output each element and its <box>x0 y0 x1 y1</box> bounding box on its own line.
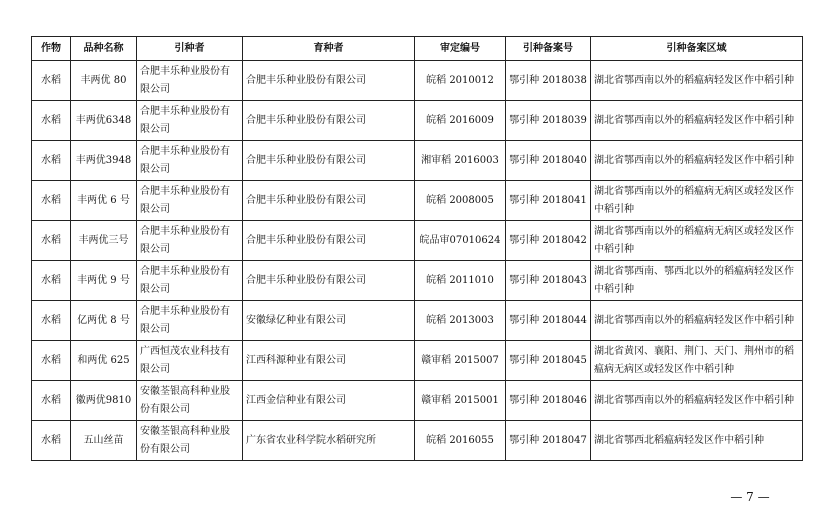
cell-area: 湖北省鄂西南以外的稻瘟病轻发区作中稻引种 <box>591 61 803 101</box>
cell-variety: 徽两优9810 <box>71 381 137 421</box>
cell-breeder: 合肥丰乐种业股份有限公司 <box>243 181 415 221</box>
cell-crop: 水稻 <box>32 381 71 421</box>
table-row <box>32 141 803 181</box>
cell-variety: 五山丝苗 <box>71 421 137 461</box>
cell-approval-no: 皖稻 2013003 <box>415 301 506 341</box>
table-row <box>32 101 803 141</box>
cell-crop: 水稻 <box>32 261 71 301</box>
cell-crop: 水稻 <box>32 141 71 181</box>
cell-record-no: 鄂引种 2018045 <box>506 341 591 381</box>
cell-introducer: 合肥丰乐种业股份有限公司 <box>137 181 243 221</box>
cell-record-no: 鄂引种 2018042 <box>506 221 591 261</box>
cell-introducer: 广西恒茂农业科技有限公司 <box>137 341 243 381</box>
cell-approval-no: 皖稻 2010012 <box>415 61 506 101</box>
cell-introducer: 安徽荃银高科种业股份有限公司 <box>137 381 243 421</box>
cell-breeder: 江西科源种业有限公司 <box>243 341 415 381</box>
cell-area: 湖北省鄂西南以外的稻瘟病轻发区作中稻引种 <box>591 141 803 181</box>
cell-variety: 丰两优 9 号 <box>71 261 137 301</box>
cell-breeder: 安徽绿亿种业有限公司 <box>243 301 415 341</box>
cell-area: 湖北省鄂西南以外的稻瘟病轻发区作中稻引种 <box>591 381 803 421</box>
table-row <box>32 221 803 261</box>
cell-crop: 水稻 <box>32 61 71 101</box>
cell-variety: 丰两优3948 <box>71 141 137 181</box>
cell-record-no: 鄂引种 2018046 <box>506 381 591 421</box>
cell-approval-no: 皖稻 2008005 <box>415 181 506 221</box>
cell-introducer: 合肥丰乐种业股份有限公司 <box>137 261 243 301</box>
header-variety: 品种名称 <box>71 37 137 61</box>
cell-area: 湖北省鄂西南、鄂西北以外的稻瘟病轻发区作中稻引种 <box>591 261 803 301</box>
cell-approval-no: 皖稻 2011010 <box>415 261 506 301</box>
cell-crop: 水稻 <box>32 101 71 141</box>
table-row <box>32 301 803 341</box>
table-row <box>32 341 803 381</box>
cell-breeder: 合肥丰乐种业股份有限公司 <box>243 261 415 301</box>
cell-introducer: 合肥丰乐种业股份有限公司 <box>137 61 243 101</box>
cell-crop: 水稻 <box>32 221 71 261</box>
cell-variety: 丰两优 80 <box>71 61 137 101</box>
cell-introducer: 合肥丰乐种业股份有限公司 <box>137 141 243 181</box>
header-approval-no: 审定编号 <box>415 37 506 61</box>
table-row <box>32 421 803 461</box>
cell-introducer: 合肥丰乐种业股份有限公司 <box>137 101 243 141</box>
header-breeder: 育种者 <box>243 37 415 61</box>
cell-approval-no: 皖品审07010624 <box>415 221 506 261</box>
cell-record-no: 鄂引种 2018047 <box>506 421 591 461</box>
cell-area: 湖北省黄冈、襄阳、荆门、天门、荆州市的稻瘟病无病区或轻发区作中稻引种 <box>591 341 803 381</box>
cell-record-no: 鄂引种 2018038 <box>506 61 591 101</box>
cell-approval-no: 赣审稻 2015001 <box>415 381 506 421</box>
cell-crop: 水稻 <box>32 341 71 381</box>
cell-approval-no: 赣审稻 2015007 <box>415 341 506 381</box>
page-number: — 7 — <box>730 490 770 504</box>
cell-area: 湖北省鄂西北稻瘟病轻发区作中稻引种 <box>591 421 803 461</box>
cell-breeder: 合肥丰乐种业股份有限公司 <box>243 221 415 261</box>
cell-area: 湖北省鄂西南以外的稻瘟病轻发区作中稻引种 <box>591 301 803 341</box>
cell-variety: 丰两优6348 <box>71 101 137 141</box>
cell-record-no: 鄂引种 2018043 <box>506 261 591 301</box>
header-introducer: 引种者 <box>137 37 243 61</box>
cell-crop: 水稻 <box>32 181 71 221</box>
table-row <box>32 381 803 421</box>
cell-crop: 水稻 <box>32 301 71 341</box>
cell-variety: 丰两优三号 <box>71 221 137 261</box>
cell-area: 湖北省鄂西南以外的稻瘟病无病区或轻发区作中稻引种 <box>591 181 803 221</box>
cell-approval-no: 皖稻 2016009 <box>415 101 506 141</box>
cell-area: 湖北省鄂西南以外的稻瘟病无病区或轻发区作中稻引种 <box>591 221 803 261</box>
cell-breeder: 合肥丰乐种业股份有限公司 <box>243 101 415 141</box>
header-record-no: 引种备案号 <box>506 37 591 61</box>
cell-record-no: 鄂引种 2018041 <box>506 181 591 221</box>
cell-breeder: 广东省农业科学院水稻研究所 <box>243 421 415 461</box>
cell-introducer: 安徽荃银高科种业股份有限公司 <box>137 421 243 461</box>
cell-introducer: 合肥丰乐种业股份有限公司 <box>137 301 243 341</box>
header-crop: 作物 <box>32 37 71 61</box>
cell-variety: 丰两优 6 号 <box>71 181 137 221</box>
cell-record-no: 鄂引种 2018039 <box>506 101 591 141</box>
cell-variety: 亿两优 8 号 <box>71 301 137 341</box>
cell-approval-no: 皖稻 2016055 <box>415 421 506 461</box>
cell-area: 湖北省鄂西南以外的稻瘟病轻发区作中稻引种 <box>591 101 803 141</box>
cell-introducer: 合肥丰乐种业股份有限公司 <box>137 221 243 261</box>
table-header-row <box>32 37 803 61</box>
variety-record-table <box>31 36 803 461</box>
cell-breeder: 江西金信种业有限公司 <box>243 381 415 421</box>
table-row <box>32 61 803 101</box>
header-area: 引种备案区域 <box>591 37 803 61</box>
cell-approval-no: 湘审稻 2016003 <box>415 141 506 181</box>
table-row <box>32 181 803 221</box>
cell-crop: 水稻 <box>32 421 71 461</box>
cell-breeder: 合肥丰乐种业股份有限公司 <box>243 141 415 181</box>
table-row <box>32 261 803 301</box>
cell-variety: 和两优 625 <box>71 341 137 381</box>
cell-breeder: 合肥丰乐种业股份有限公司 <box>243 61 415 101</box>
cell-record-no: 鄂引种 2018040 <box>506 141 591 181</box>
cell-record-no: 鄂引种 2018044 <box>506 301 591 341</box>
